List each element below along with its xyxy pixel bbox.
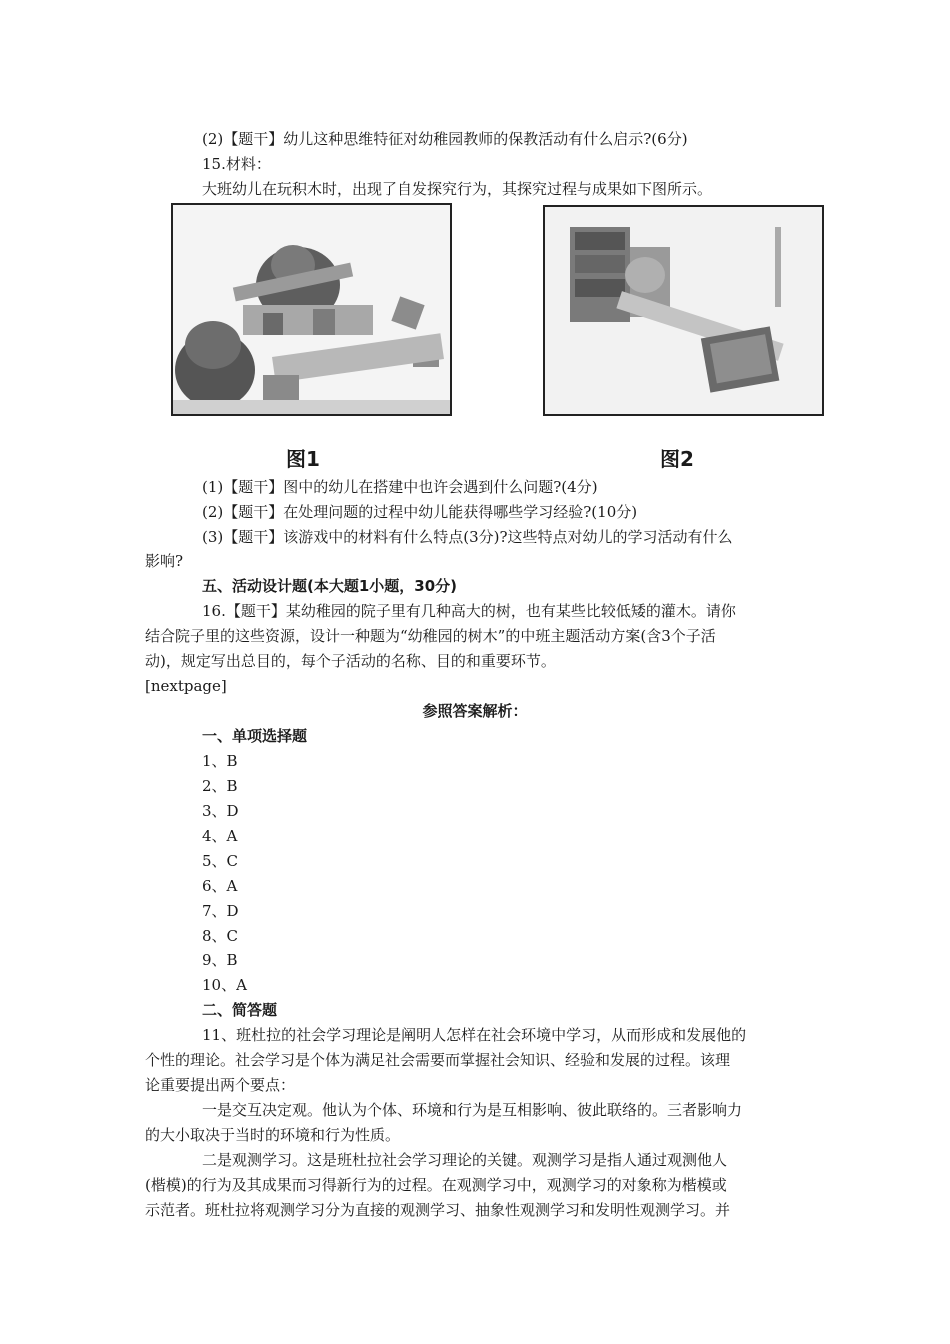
question-15-2: (2)【题干】在处理问题的过程中幼儿能获得哪些学习经验?(10分) (202, 503, 638, 521)
figure-1-caption: 图1 (286, 447, 320, 471)
question-14-2: (2)【题干】幼儿这种思维特征对幼稚园教师的保教活动有什么启示?(6分) (202, 130, 688, 148)
answer-item: 1、B (202, 752, 238, 770)
answer-11-point-2-line-3: 示范者。班杜拉将观测学习分为直接的观测学习、抽象性观测学习和发明性观测学习。并 (145, 1201, 731, 1219)
figure-1-photo (171, 203, 452, 416)
answer-item: 9、B (202, 951, 238, 969)
question-16-line-1: 16.【题干】某幼稚园的院子里有几种高大的树，也有某些比较低矮的灌木。请你 (202, 602, 736, 620)
block-structure-illustration (545, 207, 822, 414)
answer-item: 3、D (202, 802, 239, 820)
answers-section-1-heading: 一、单项选择题 (202, 727, 308, 745)
section-5-heading: 五、活动设计题(本大题1小题，30分) (202, 577, 458, 595)
question-15-1: (1)【题干】图中的幼儿在搭建中也许会遇到什么问题?(4分) (202, 478, 598, 496)
answer-item: 2、B (202, 777, 238, 795)
question-16-line-2: 结合院子里的这些资源，设计一种题为“幼稚园的树木”的中班主题活动方案(含3个子活 (145, 627, 716, 645)
answer-item: 7、D (202, 902, 239, 920)
answers-section-2-heading: 二、简答题 (202, 1001, 278, 1019)
answer-11-line-2: 个性的理论。社会学习是个体为满足社会需要而掌握社会知识、经验和发展的过程。该理 (145, 1051, 731, 1069)
question-16-line-3: 动)，规定写出总目的，每个子活动的名称、目的和重要环节。 (145, 652, 556, 670)
question-15-title: 15.材料： (202, 155, 271, 173)
answer-11-line-3: 论重要提出两个要点： (145, 1076, 296, 1094)
answer-11-point-2-line-1: 二是观测学习。这是班杜拉社会学习理论的关键。观测学习是指人通过观测他人 (202, 1151, 728, 1169)
answer-item: 8、C (202, 927, 239, 945)
answer-11-line-1: 11、班杜拉的社会学习理论是阐明人怎样在社会环境中学习，从而形成和发展他的 (202, 1026, 747, 1044)
figure-2-caption: 图2 (660, 447, 694, 471)
answers-title: 参照答案解析： (422, 702, 528, 720)
answer-item: 6、A (202, 877, 238, 895)
children-building-blocks-illustration (173, 205, 450, 414)
nextpage-marker: [nextpage] (145, 677, 227, 695)
question-15-3: (3)【题干】该游戏中的材料有什么特点(3分)?这些特点对幼儿的学习活动有什么 (202, 528, 733, 546)
answer-11-point-1-line-2: 的大小取决于当时的环境和行为性质。 (145, 1126, 401, 1144)
answer-item: 4、A (202, 827, 238, 845)
answer-11-point-1-line-1: 一是交互决定观。他认为个体、环境和行为是互相影响、彼此联络的。三者影响力 (202, 1101, 743, 1119)
answer-item: 10、A (202, 976, 247, 994)
answer-item: 5、C (202, 852, 239, 870)
question-15-3-continued: 影响? (145, 552, 184, 570)
answer-11-point-2-line-2: (楷模)的行为及其成果而习得新行为的过程。在观测学习中，观测学习的对象称为楷模或 (145, 1176, 727, 1194)
question-15-material: 大班幼儿在玩积木时，出现了自发探究行为，其探究过程与成果如下图所示。 (202, 180, 713, 198)
figure-2-photo (543, 205, 824, 416)
